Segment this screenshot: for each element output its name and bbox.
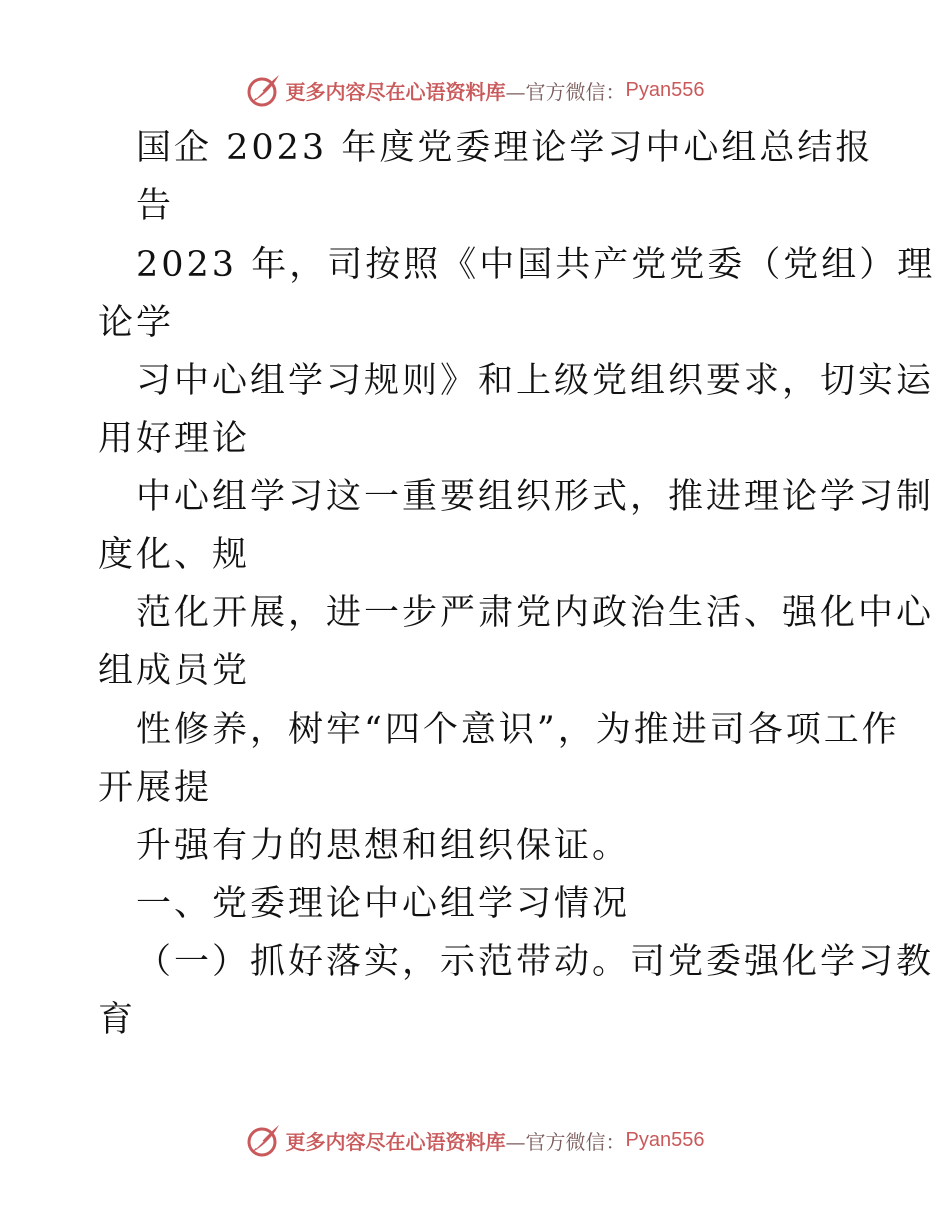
text-line: 中心组学习这一重要组织形式，推进理论学习制 [136,477,935,517]
banner-wechat-id: Pyan556 [625,78,705,101]
header-banner [0,70,950,110]
text-line: 度化、规 [98,535,251,575]
section-heading: 一、党委理论中心组学习情况 [136,884,631,924]
title-line-2: 告 [136,186,175,226]
quill-logo-icon [246,72,282,108]
text-line: 2023 年，司按照《中国共产党党委（党组）理 [136,245,936,285]
title-line-1: 国企 2023 年度党委理论学习中心组总结报 [136,128,874,168]
banner-label: —官方微信： [505,1129,626,1154]
footer-banner [0,1120,950,1160]
text-line: 开展提 [98,768,213,808]
banner-wechat-id: Pyan556 [625,1128,705,1151]
text-line: 范化开展，进一步严肃党内政治生活、强化中心 [136,593,935,633]
banner-title: 更多内容尽在心语资料库 [285,1129,506,1154]
text-line: 论学 [98,303,175,343]
text-line: 升强有力的思想和组织保证。 [136,826,631,866]
text-line: 育 [98,1000,137,1040]
banner-label: —官方微信： [505,79,626,104]
text-line: 组成员党 [98,651,251,691]
text-line: 习中心组学习规则》和上级党组织要求，切实运 [136,361,935,401]
quill-logo-icon [246,1122,282,1158]
text-line: 性修养，树牢“四个意识”，为推进司各项工作 [136,710,900,750]
banner-title: 更多内容尽在心语资料库 [285,79,506,104]
text-line: 用好理论 [98,419,251,459]
subsection-line: （一）抓好落实，示范带动。司党委强化学习教 [136,942,935,982]
